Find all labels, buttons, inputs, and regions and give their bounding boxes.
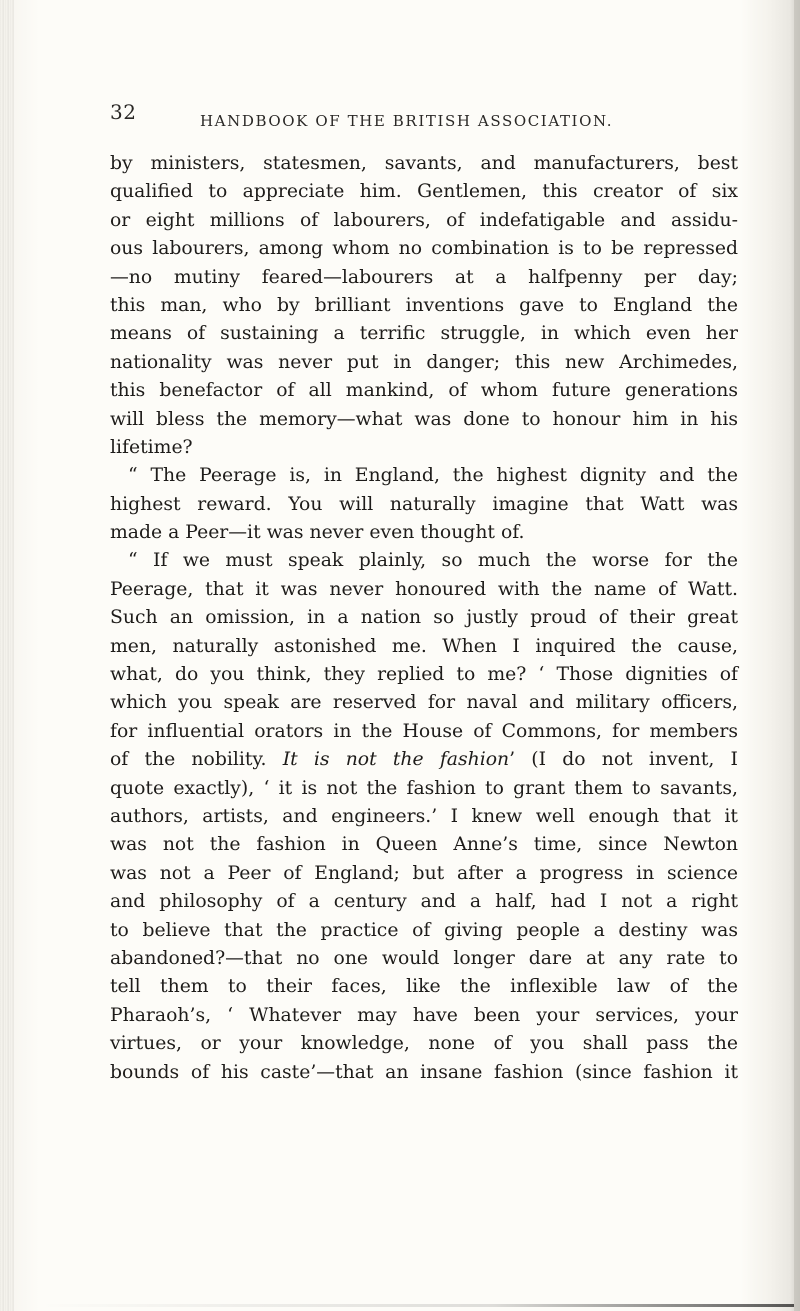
italic-phrase: It is not the fashion (282, 749, 510, 771)
running-head: HANDBOOK OF THE BRITISH ASSOCIATION. (200, 112, 614, 130)
text-segment: of the nobility. (110, 749, 267, 771)
text-line: this man, who by brilliant inventions gave to England the (110, 294, 738, 316)
text-line-mixed (110, 746, 738, 774)
page-header (110, 100, 750, 136)
text-line: was not a Peer of England; but after a progress in science (110, 862, 738, 884)
text-line: and philosophy of a century and a half, had I not a right (110, 891, 738, 913)
page-number: 32 (110, 100, 137, 124)
text-line: Peerage, that it was never honoured with the name of Watt. (110, 578, 738, 600)
text-line: to believe that the practice of giving people a destiny was (110, 919, 738, 941)
text-line: made a Peer—it was never even thought of. (110, 522, 525, 544)
bottom-edge-line (40, 1304, 794, 1307)
body-text (110, 150, 738, 1087)
text-line: for influential orators in the House of Commons, for members (110, 720, 738, 742)
text-line: highest reward. You will naturally imagine that Watt was (110, 493, 738, 515)
text-line: abandoned?—that no one would longer dare at any rate to (110, 947, 738, 969)
text-line: men, naturally astonished me. When I inquired the cause, (110, 635, 738, 657)
text-line: means of sustaining a terrific struggle, in which even her (110, 323, 738, 345)
text-line: which you speak are reserved for naval and military officers, (110, 692, 738, 714)
text-line: by ministers, statesmen, savants, and manufacturers, best (110, 153, 738, 174)
text-segment: ’ (I do not invent, I (509, 749, 738, 771)
page-edge-shadow (794, 0, 800, 1311)
text-line: or eight millions of labourers, of indefatigable and assidu- (110, 209, 738, 231)
text-line: qualified to appreciate him. Gentlemen, this creator of six (110, 181, 738, 203)
text-line: will bless the memory—what was done to honour him in his (110, 408, 738, 430)
text-line: was not the fashion in Queen Anne’s time, since Newton (110, 834, 738, 856)
text-line: ous labourers, among whom no combination is to be repressed (110, 238, 738, 260)
text-line: authors, artists, and engineers.’ I knew well enough that it (110, 805, 738, 827)
text-line: “ The Peerage is, in England, the highest dignity and the (128, 465, 738, 487)
text-line: what, do you think, they replied to me? ‘ Those dignities of (110, 664, 738, 686)
text-line: tell them to their faces, like the inflexible law of the (110, 976, 738, 998)
text-line: “ If we must speak plainly, so much the worse for the (128, 550, 738, 572)
text-line: nationality was never put in danger; this new Archimedes, (110, 351, 738, 373)
text-line: this benefactor of all mankind, of whom future generations (110, 380, 738, 402)
text-line: Pharaoh’s, ‘ Whatever may have been your services, your (110, 1004, 738, 1026)
text-line: virtues, or your knowledge, none of you shall pass the (110, 1033, 738, 1055)
text-line: —no mutiny feared—labourers at a halfpenny per day; (110, 266, 738, 288)
text-line: Such an omission, in a nation so justly proud of their great (110, 607, 738, 629)
text-line: quote exactly), ‘ it is not the fashion to grant them to savants, (110, 777, 738, 799)
text-line: bounds of his caste’—that an insane fashion (since fashion it (110, 1061, 738, 1083)
binding-edge (0, 0, 14, 1311)
text-line: lifetime? (110, 436, 193, 458)
